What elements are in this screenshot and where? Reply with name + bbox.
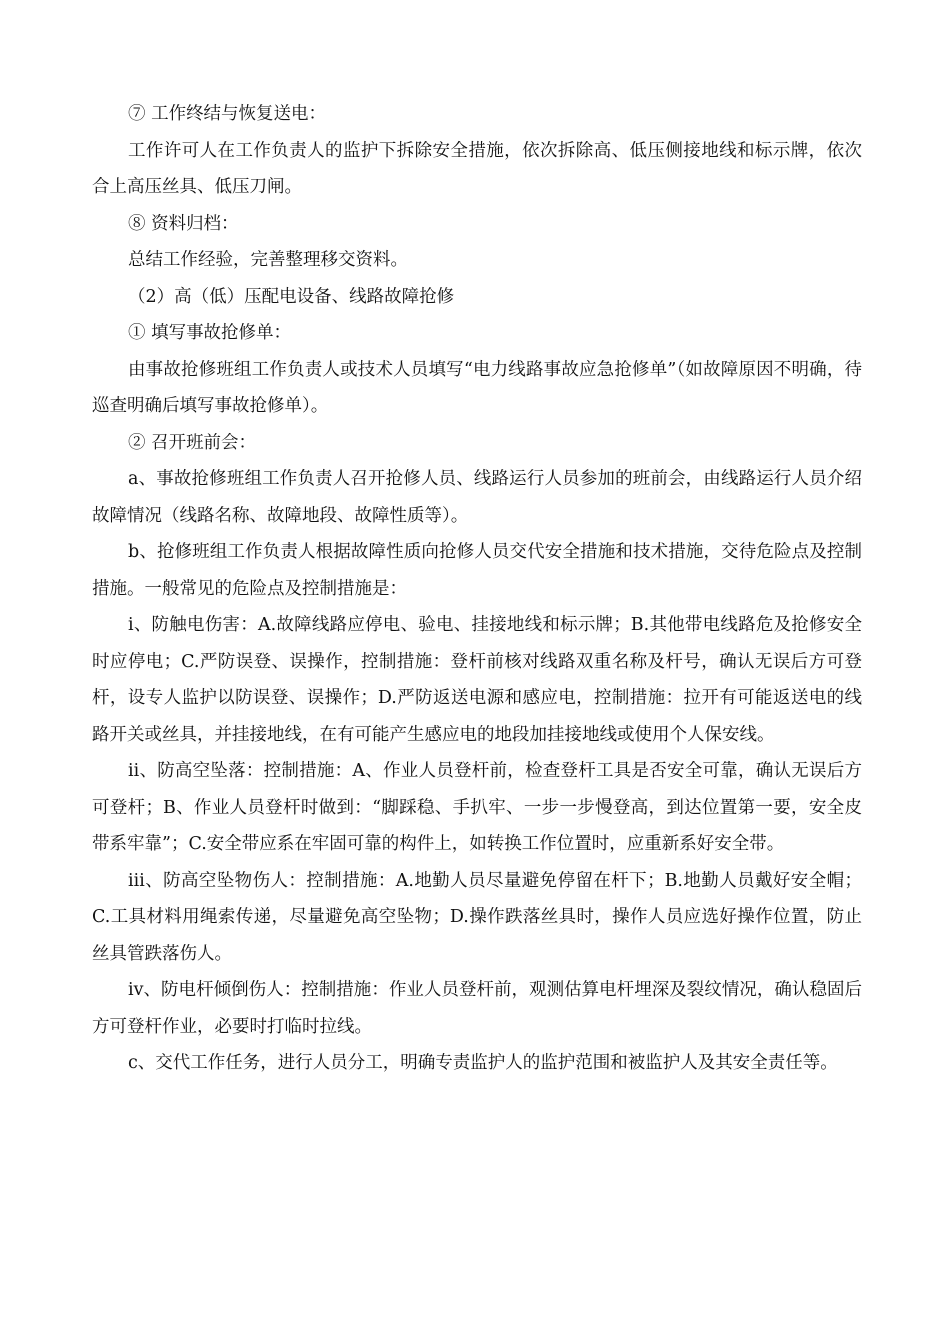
paragraph-meeting-b: b、抢修班组工作负责人根据故障性质向抢修人员交代安全措施和技术措施，交待危险点及控制措施。一般常见的危险点及控制措施是： — [92, 542, 862, 599]
paragraph-repair-form: 由事故抢修班组工作负责人或技术人员填写“电力线路事故应急抢修单”（如故障原因不明确，待巡查明确后填写事故抢修单）。 — [92, 359, 862, 416]
paragraph-meeting-c: c、交代工作任务，进行人员分工，明确专责监护人的监护范围和被监护人及其安全责任等。 — [128, 1053, 838, 1073]
paragraph-meeting-a: a、事故抢修班组工作负责人召开抢修人员、线路运行人员参加的班前会，由线路运行人员介绍故障情况（线路名称、故障地段、故障性质等）。 — [92, 469, 862, 526]
paragraph-pole-collapse: ⅳ、防电杆倾倒伤人：控制措施：作业人员登杆前，观测估算电杆埋深及裂纹情况，确认稳固后方可登杆作业，必要时打临时拉线。 — [92, 980, 862, 1037]
heading-pre-shift-meeting: ② 召开班前会： — [128, 432, 257, 453]
paragraph-electric-shock: ⅰ、防触电伤害：A.故障线路应停电、验电、挂接地线和标示牌；B.其他带电线路危及抢修安全时应停电；C.严防误登、误操作，控制措施：登杆前核对线路双重名称及杆号，确认无误后方可登杆，设专人监护以防误登、误操作；D.严防返送电源和感应电，控制措施：拉开有可能返送电的线路开关或丝具，并挂接地线，在有可能产生感应电的地段加挂接地线或使用个人保安线。 — [92, 615, 862, 745]
paragraph-summary: 总结工作经验，完善整理移交资料。 — [128, 250, 408, 270]
paragraph-falling-objects: ⅲ、防高空坠物伤人：控制措施：A.地勤人员尽量避免停留在杆下；B.地勤人员戴好安全帽；C.工具材料用绳索传递，尽量避免高空坠物；D.操作跌落丝具时，操作人员应选好操作位置，防止丝具管跌落伤人。 — [92, 870, 862, 964]
heading-work-completion: ⑦ 工作终结与恢复送电： — [128, 104, 327, 124]
heading-archive: ⑧ 资料归档： — [128, 213, 239, 234]
document-body — [92, 96, 862, 1082]
paragraph-remove-safety-measures: 工作许可人在工作负责人的监护下拆除安全措施，依次拆除高、低压侧接地线和标示牌，依次合上高压丝具、低压刀闸。 — [92, 140, 862, 197]
section-title-fault-repair: （2）高（低）压配电设备、线路故障抢修 — [128, 286, 455, 307]
paragraph-fall-protection: ⅱ、防高空坠落：控制措施：A、作业人员登杆前，检查登杆工具是否安全可靠，确认无误后方可登杆；B、作业人员登杆时做到：“脚踩稳、手扒牢、一步一步慢登高，到达位置第一要，安全皮带系牢靠”；C.安全带应系在牢固可靠的构件上，如转换工作位置时，应重新系好安全带。 — [92, 761, 862, 854]
heading-fill-repair-form: ① 填写事故抢修单： — [128, 323, 292, 343]
